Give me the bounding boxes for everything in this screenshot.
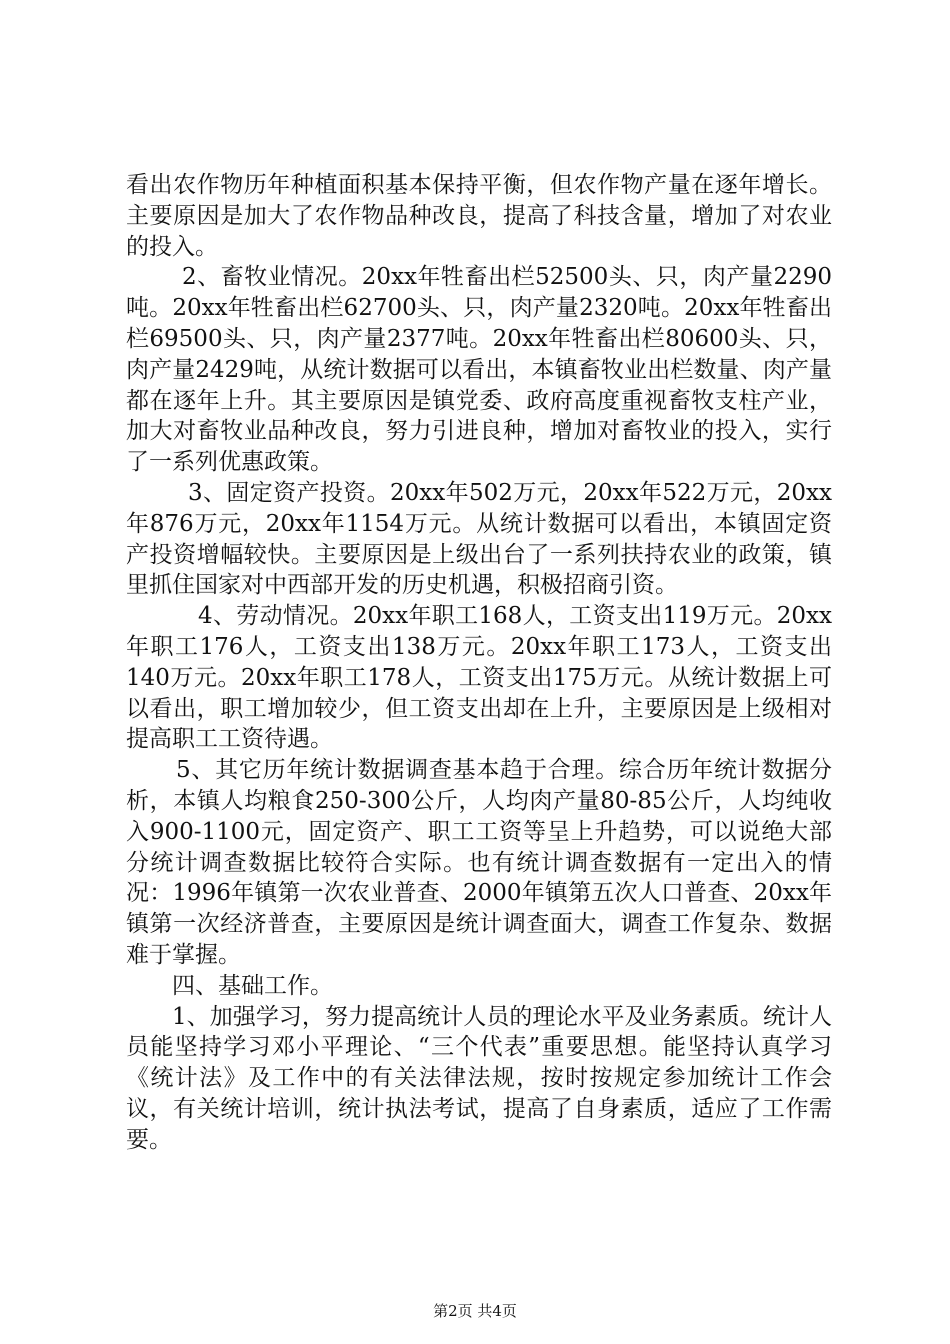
section-heading-basic-work: 四、基础工作。 bbox=[172, 972, 333, 999]
paragraph-other-statistics: 5、其它历年统计数据调查基本趋于合理。综合历年统计数据分析，本镇人均粮食250-300公斤，人均肉产量80-85公斤，人均纯收入900-1100元，固定资产、职工工资等呈上升趋势，可以说绝大部分统计调查数据比较符合实际。也有统计调查数据有一定出入的情况：1996年镇第一次农业普查、2000年镇第五次人口普查、20xx年镇第一次经济普查，主要原因是统计调查面大，调查工作复杂、数据难于掌握。 bbox=[126, 757, 832, 968]
paragraph-fixed-assets: 3、固定资产投资。20xx年502万元，20xx年522万元，20xx年876万元，20xx年1154万元。从统计数据可以看出，本镇固定资产投资增幅较快。主要原因是上级出台了一系列扶持农业的政策，镇里抓住国家对中西部开发的历史机遇，积极招商引资。 bbox=[126, 479, 832, 599]
paragraph-crop-summary: 看出农作物历年种植面积基本保持平衡，但农作物产量在逐年增长。主要原因是加大了农作物品种改良，提高了科技含量，增加了对农业的投入。 bbox=[126, 172, 832, 260]
document-body bbox=[126, 170, 832, 1156]
page-number: 第2页 共4页 bbox=[433, 1302, 517, 1320]
paragraph-study: 1、加强学习，努力提高统计人员的理论水平及业务素质。统计人员能坚持学习邓小平理论、“三个代表”重要思想。能坚持认真学习《统计法》及工作中的有关法律法规，按时按规定参加统计工作会议，有关统计培训，统计执法考试，提高了自身素质，适应了工作需要。 bbox=[126, 1003, 832, 1153]
paragraph-labor: 4、劳动情况。20xx年职工168人，工资支出119万元。20xx年职工176人，工资支出138万元。20xx年职工173人，工资支出140万元。20xx年职工178人，工资支出175万元。从统计数据上可以看出，职工增加较少，但工资支出却在上升，主要原因是上级相对提高职工工资待遇。 bbox=[126, 603, 832, 753]
paragraph-livestock: 2、畜牧业情况。20xx年牲畜出栏52500头、只，肉产量2290吨。20xx年牲畜出栏62700头、只，肉产量2320吨。20xx年牲畜出栏69500头、只，肉产量2377吨。20xx年牲畜出栏80600头、只，肉产量2429吨，从统计数据可以看出，本镇畜牧业出栏数量、肉产量都在逐年上升。其主要原因是镇党委、政府高度重视畜牧支柱产业，加大对畜牧业品种改良，努力引进良种，增加对畜牧业的投入，实行了一系列优惠政策。 bbox=[126, 264, 832, 476]
